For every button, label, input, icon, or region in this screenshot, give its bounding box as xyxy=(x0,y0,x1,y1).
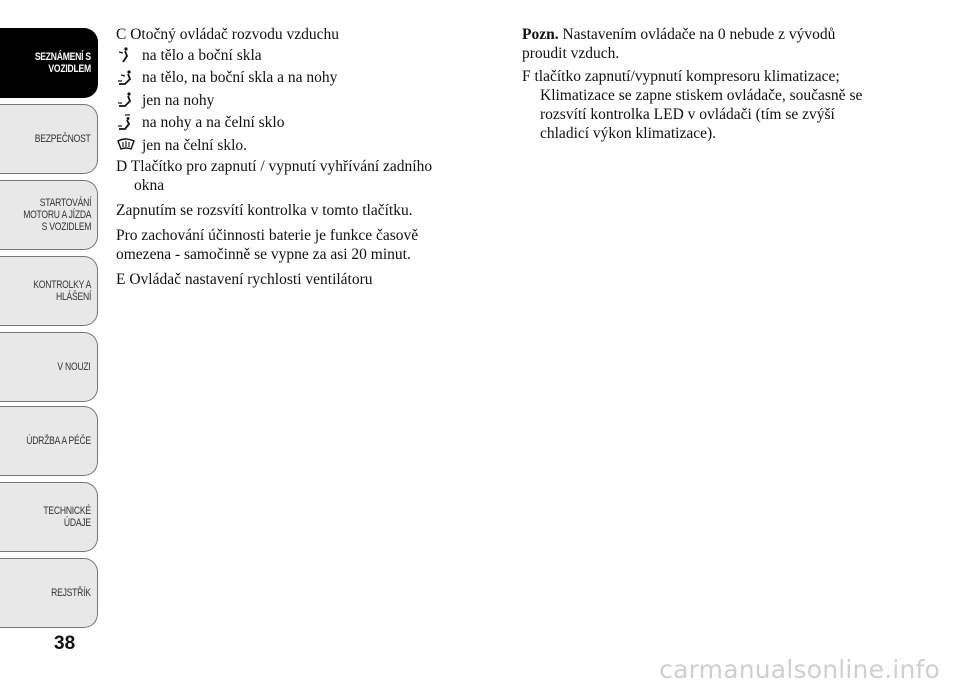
tab-label: SEZNÁMENÍ S VOZIDLEM xyxy=(34,51,91,75)
tab-label: ÚDRŽBA A PÉČE xyxy=(26,435,91,447)
vent-feet-windshield-icon xyxy=(116,114,136,132)
mode-body-windows-feet xyxy=(116,67,501,90)
item-d-heading-cont: okna xyxy=(134,176,165,194)
mode-text: jen na nohy xyxy=(142,91,215,109)
tab-label: TECHNICKÉ ÚDAJE xyxy=(43,505,91,529)
mode-text: jen na čelní sklo. xyxy=(142,136,248,154)
note-text-cont: proudit vzduch. xyxy=(522,45,620,62)
item-f-line3: rozsvítí kontrolka LED v ovládači (tím se zvýší xyxy=(540,106,835,123)
note-label: Pozn. xyxy=(522,26,559,43)
mode-text: na tělo a boční skla xyxy=(142,46,262,64)
watermark-footer: carmanualsonline.info xyxy=(659,655,940,684)
mode-windshield xyxy=(116,134,501,157)
note-text: Nastavením ovládače na 0 nebude z vývodů xyxy=(562,26,836,43)
tab-kontrolky[interactable] xyxy=(0,256,98,326)
page-number: 38 xyxy=(54,633,76,654)
vent-feet-icon xyxy=(116,91,136,109)
vent-body-windows-feet-icon xyxy=(116,69,136,87)
tab-rejstrik[interactable] xyxy=(0,558,98,628)
right-column xyxy=(522,25,922,143)
paragraph-indicator: Zapnutím se rozsvítí kontrolka v tomto tlačítku. xyxy=(116,201,413,219)
note-paragraph xyxy=(522,25,922,44)
item-f-heading: F tlačítko zapnutí/vypnutí kompresoru klimatizace; xyxy=(522,68,840,85)
mode-text: na nohy a na čelní sklo xyxy=(142,114,285,132)
tab-label: REJSTŘÍK xyxy=(51,587,91,599)
tab-label: KONTROLKY A HLÁŠENÍ xyxy=(33,279,91,303)
item-f-line4: chladicí výkon klimatizace). xyxy=(540,125,717,142)
windshield-defrost-icon xyxy=(116,136,136,154)
item-f-line2: Klimatizace se zapne stiskem ovládače, současně se xyxy=(540,87,863,104)
tab-udrzba[interactable] xyxy=(0,406,98,476)
tab-startovani[interactable] xyxy=(0,180,98,250)
tab-v-nouzi[interactable] xyxy=(0,332,98,402)
vent-body-windows-icon xyxy=(116,46,136,64)
left-column xyxy=(116,25,501,289)
mode-body-windows xyxy=(116,44,501,67)
mode-text: na tělo, na boční skla a na nohy xyxy=(142,69,338,87)
tab-label: V NOUZI xyxy=(57,361,91,373)
paragraph-battery: Pro zachování účinnosti baterie je funkce časově xyxy=(116,226,419,244)
mode-feet xyxy=(116,89,501,112)
item-d-heading: D Tlačítko pro zapnutí / vypnutí vyhřívání zadního xyxy=(116,157,433,175)
tab-seznameni-s-vozidlem[interactable] xyxy=(0,28,98,98)
item-e-heading: E Ovládač nastavení rychlosti ventilátoru xyxy=(116,270,373,288)
paragraph-battery-cont: omezena - samočinně se vypne za asi 20 minut. xyxy=(116,245,411,263)
mode-feet-windshield xyxy=(116,112,501,135)
item-c-heading: C Otočný ovládač rozvodu vzduchu xyxy=(116,26,339,43)
tab-technicke-udaje[interactable] xyxy=(0,482,98,552)
tab-bezpecnost[interactable] xyxy=(0,104,98,174)
tab-label: BEZPEČNOST xyxy=(35,133,91,145)
tab-label: STARTOVÁNÍ MOTORU A JÍZDA S VOZIDLEM xyxy=(22,197,91,233)
